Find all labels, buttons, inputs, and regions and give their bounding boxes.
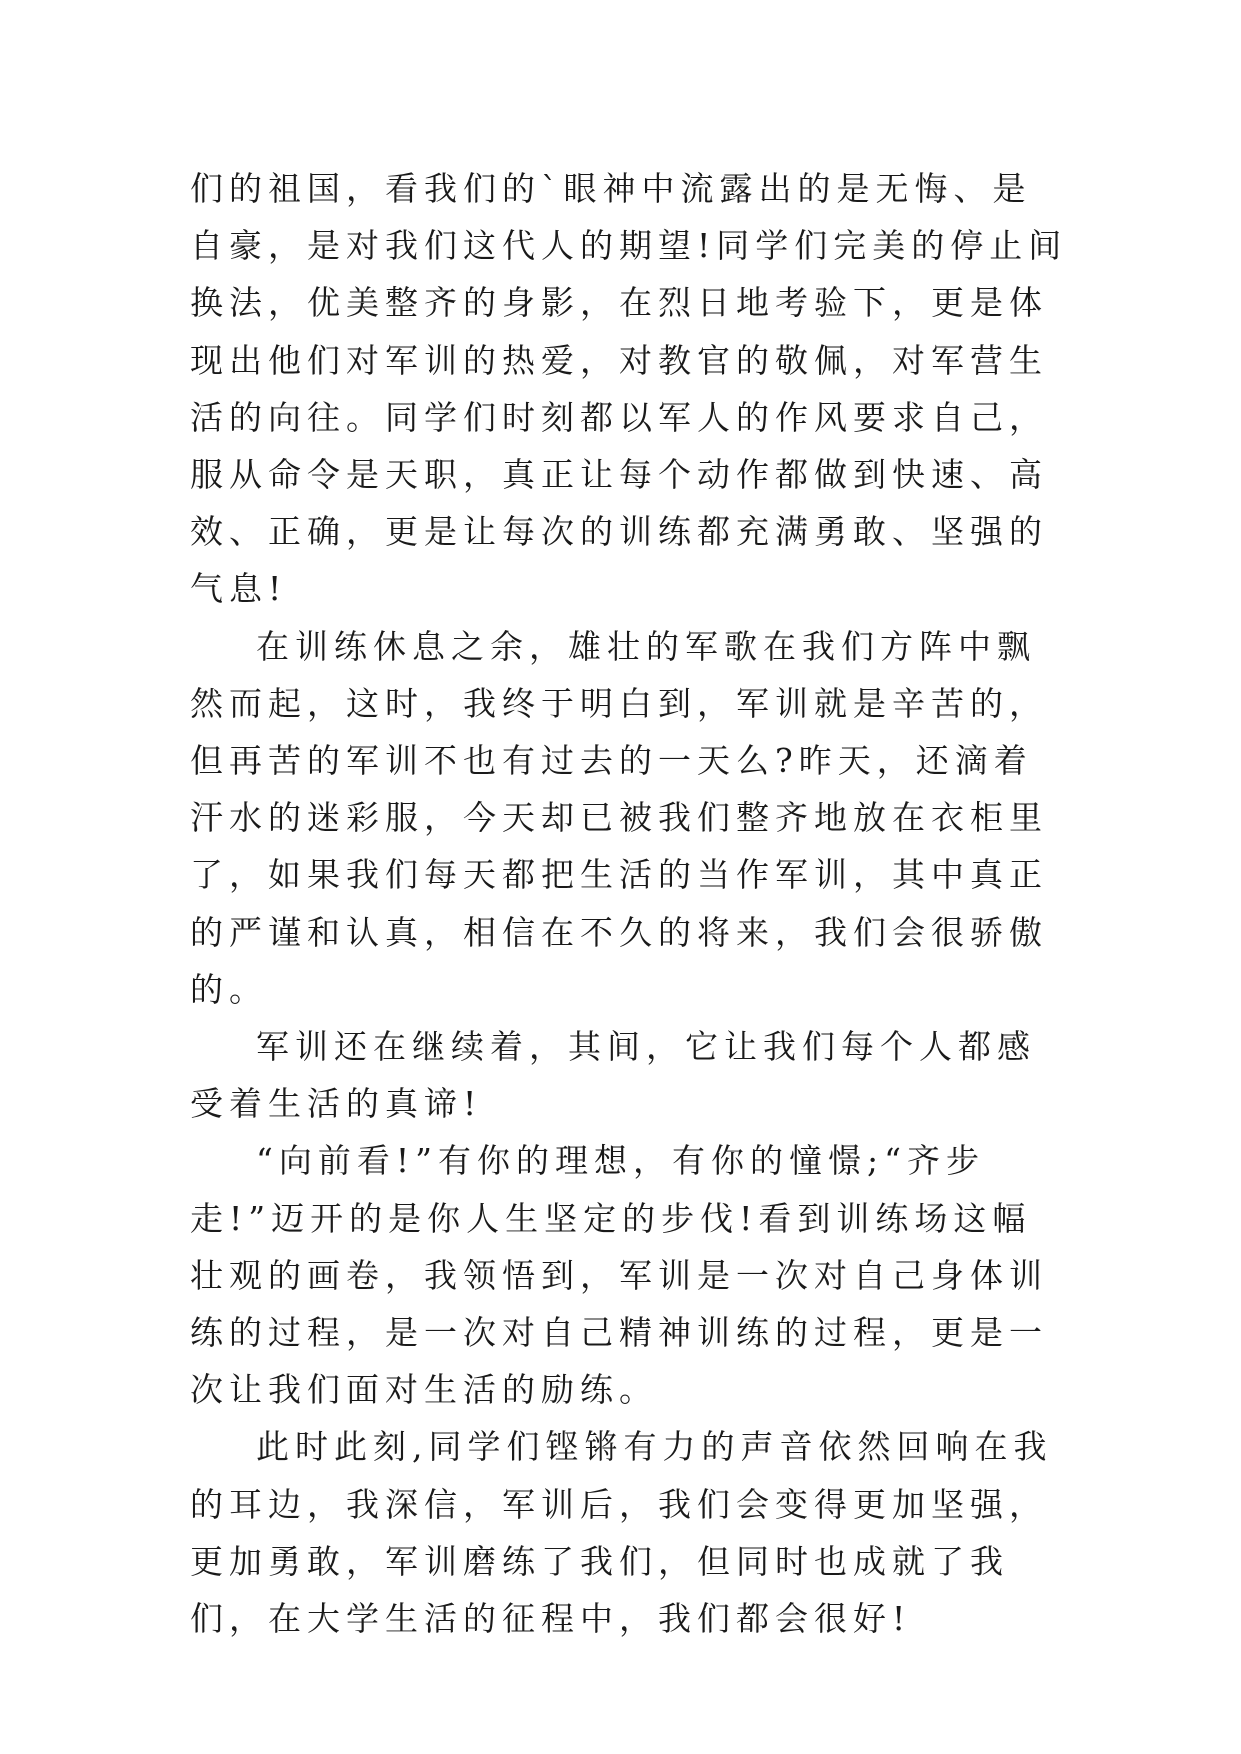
paragraph-4: “向前看!”有你的理想，有你的憧憬;“齐步走!”迈开的是你人生坚定的步伐!看到训练场这幅壮观的画卷，我领悟到，军训是一次对自己身体训练的过程，是一次对自己精神训练的过程，更是一次让我们面对生活的励练。 (190, 1141, 1048, 1410)
paragraph-3: 军训还在继续着，其间，它让我们每个人都感受着生活的真谛! (190, 1027, 1036, 1124)
paragraph-2: 在训练休息之余，雄壮的军歌在我们方阵中飘然而起，这时，我终于明白到，军训就是辛苦的，但再苦的军训不也有过去的一天么?昨天，还滴着汗水的迷彩服，今天却已被我们整齐地放在衣柜里了，如果我们每天都把生活的当作军训，其中真正的严谨和认真，相信在不久的将来，我们会很骄傲的。 (190, 626, 1048, 1009)
paragraph-1: 们的祖国，看我们的`眼神中流露出的是无悔、是自豪，是对我们这代人的期望!同学们完美的停止间换法，优美整齐的身影，在烈日地考验下，更是体现出他们对军训的热爱，对教官的敬佩，对军营生活的向往。同学们时刻都以军人的作风要求自己，服从命令是天职，真正让每个动作都做到快速、高效、正确，更是让每次的训练都充满勇敢、坚强的气息! (190, 169, 1068, 609)
body-text (190, 160, 1070, 1647)
paragraph-5: 此时此刻,同学们铿锵有力的声音依然回响在我的耳边，我深信，军训后，我们会变得更加坚强，更加勇敢，军训磨练了我们，但同时也成就了我们，在大学生活的征程中，我们都会很好! (190, 1427, 1053, 1639)
